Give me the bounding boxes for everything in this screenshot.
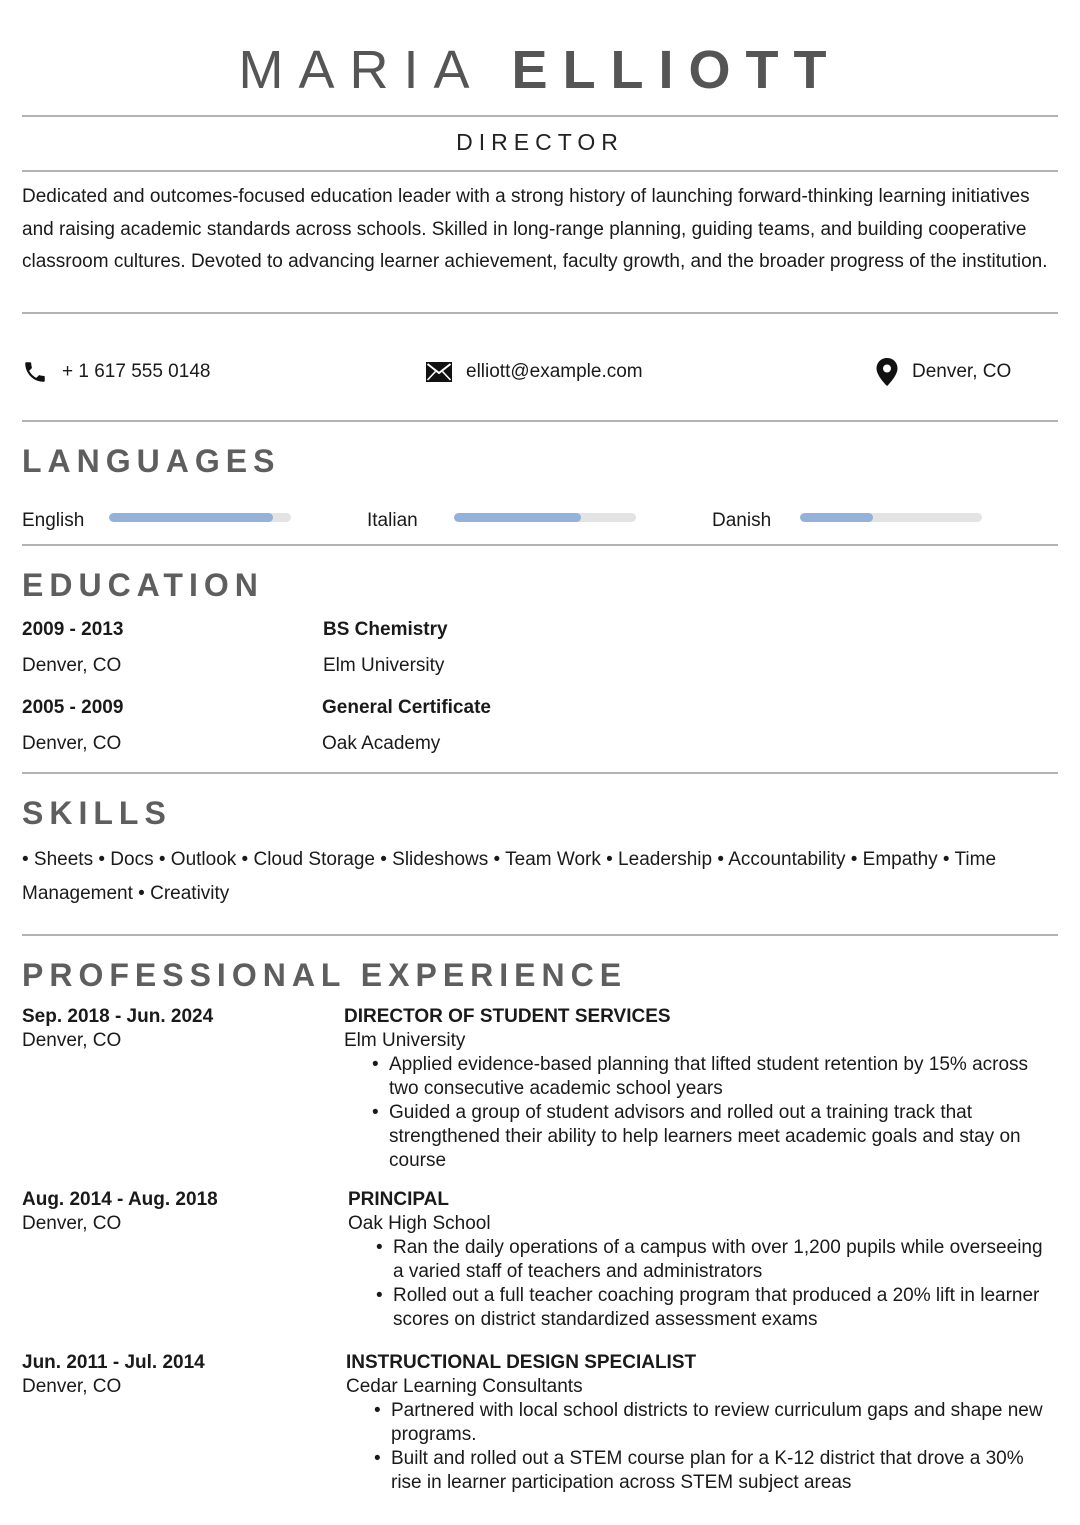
- experience-dates: Sep. 2018 - Jun. 2024: [22, 1006, 214, 1027]
- education-location: Denver, CO: [22, 733, 122, 754]
- experience-bullet: • Applied evidence-based planning that lifted student retention by 15% across two consecutive academic school years: [344, 1053, 1044, 1101]
- experience-bullet: • Partnered with local school districts to review curriculum gaps and shape new programs.: [346, 1399, 1046, 1447]
- contact-location: [876, 355, 1011, 389]
- language-item: [712, 508, 771, 534]
- experience-role: INSTRUCTIONAL DESIGN SPECIALIST: [346, 1352, 697, 1373]
- job-title: DIRECTOR: [456, 129, 624, 155]
- experience-bullets: [348, 1236, 1048, 1332]
- divider: [22, 772, 1058, 774]
- last-name: ELLIOTT: [511, 40, 842, 100]
- language-name: Danish: [712, 510, 772, 531]
- education-dates: 2009 - 2013: [22, 619, 124, 640]
- divider: [22, 544, 1058, 546]
- experience-location: Denver, CO: [22, 1376, 122, 1397]
- experience-dates: Jun. 2011 - Jul. 2014: [22, 1352, 205, 1373]
- language-name: English: [22, 510, 85, 531]
- first-name: MARIA: [238, 40, 482, 100]
- divider: [22, 420, 1058, 422]
- education-heading: EDUCATION: [22, 567, 264, 603]
- experience-bullet: • Built and rolled out a STEM course plan for a K-12 district that drove a 30% rise in learner participation across STEM subject areas: [346, 1447, 1046, 1495]
- language-name: Italian: [367, 510, 418, 531]
- candidate-name: [22, 40, 1058, 100]
- experience-dates: Aug. 2014 - Aug. 2018: [22, 1189, 218, 1210]
- education-degree: General Certificate: [322, 697, 491, 718]
- divider: [22, 934, 1058, 936]
- language-level-bar: [454, 513, 636, 522]
- map-pin-icon: [876, 358, 898, 386]
- experience-role: DIRECTOR OF STUDENT SERVICES: [344, 1006, 671, 1027]
- experience-role: PRINCIPAL: [348, 1189, 449, 1210]
- education-school: Elm University: [323, 655, 445, 676]
- skills-heading: SKILLS: [22, 795, 172, 831]
- skills-list: • Sheets • Docs • Outlook • Cloud Storage • Slideshows • Team Work • Leadership • Accountability • Empathy • Time Management • Creativity: [22, 849, 997, 904]
- experience-bullet: • Ran the daily operations of a campus with over 1,200 pupils while overseeing a varied staff of teachers and administrators: [348, 1236, 1048, 1284]
- experience-bullet: • Guided a group of student advisors and rolled out a training track that strengthened their ability to help learners meet academic goals and stay on course: [344, 1101, 1044, 1173]
- education-school: Oak Academy: [322, 733, 441, 754]
- languages-heading: LANGUAGES: [22, 443, 281, 479]
- experience-org: Cedar Learning Consultants: [346, 1376, 583, 1397]
- divider: [22, 170, 1058, 172]
- experience-bullets: [344, 1053, 1044, 1173]
- phone-icon: [22, 359, 48, 385]
- experience-org: Elm University: [344, 1030, 466, 1051]
- education-dates: 2005 - 2009: [22, 697, 124, 718]
- divider: [22, 312, 1058, 314]
- language-level-bar: [109, 513, 291, 522]
- experience-heading: PROFESSIONAL EXPERIENCE: [22, 957, 628, 993]
- language-item: [22, 508, 84, 534]
- experience-location: Denver, CO: [22, 1213, 122, 1234]
- location-text: Denver, CO: [912, 361, 1012, 382]
- experience-org: Oak High School: [348, 1213, 491, 1234]
- education-degree: BS Chemistry: [323, 619, 448, 640]
- experience-location: Denver, CO: [22, 1030, 122, 1051]
- education-location: Denver, CO: [22, 655, 122, 676]
- experience-bullet: • Rolled out a full teacher coaching program that produced a 20% lift in learner scores on district standardized assessment exams: [348, 1284, 1048, 1332]
- experience-bullets: [346, 1399, 1046, 1495]
- language-level-fill: [109, 513, 273, 522]
- email-address: elliott@example.com: [466, 361, 643, 382]
- summary-paragraph: Dedicated and outcomes-focused education leader with a strong history of launching forward-thinking learning initiatives and raising academic standards across schools. Skilled in long-range planning, guiding teams, and building cooperative classroom cultures. Devoted to advancing learner achievement, faculty growth, and the broader progress of the institution.: [22, 186, 1048, 272]
- language-item: [367, 508, 418, 534]
- contact-email: [426, 355, 643, 389]
- phone-number: + 1 617 555 0148: [62, 361, 211, 382]
- divider: [22, 115, 1058, 117]
- language-level-fill: [454, 513, 581, 522]
- language-level-fill: [800, 513, 873, 522]
- envelope-icon: [426, 362, 452, 382]
- language-level-bar: [800, 513, 982, 522]
- contact-phone: [22, 355, 210, 389]
